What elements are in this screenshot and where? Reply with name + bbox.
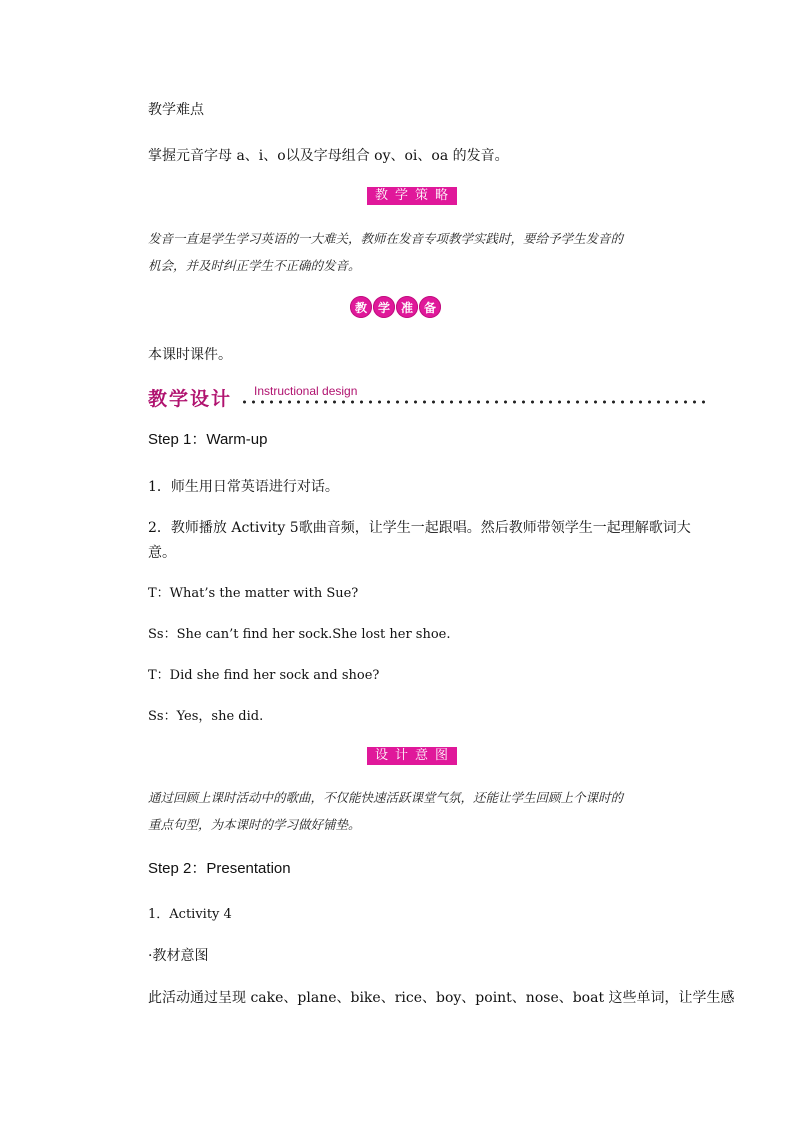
- prep-tag-char: 准: [396, 296, 418, 318]
- dotted-divider: [240, 399, 710, 405]
- prep-tag-char: 教: [350, 296, 372, 318]
- dialog-line: Ss：She can’t find her sock.She lost her shoe.: [148, 627, 451, 642]
- step-1-item-1: 1．师生用日常英语进行对话。: [148, 479, 339, 495]
- design-subtitle: Instructional design: [254, 384, 358, 398]
- intent-line-1: 通过回顾上课时活动中的歌曲，不仅能快速活跃课堂气氛，还能让学生回顾上个课时的: [148, 790, 624, 805]
- step-1-item-2-line-2: 意。: [148, 545, 176, 561]
- step-1-item-2-line-1: 2．教师播放 Activity 5歌曲音频，让学生一起跟唱。然后教师带领学生一起理解歌词大: [148, 520, 691, 536]
- prep-tag: [350, 296, 441, 318]
- material-text: 此活动通过呈现 cake、plane、bike、rice、boy、point、nose、boat 这些单词，让学生感: [148, 990, 735, 1006]
- prep-text: 本课时课件。: [148, 347, 232, 363]
- material-heading: ·教材意图: [148, 948, 209, 964]
- difficulty-text: 掌握元音字母 a、i、o以及字母组合 oy、oi、oa 的发音。: [148, 148, 509, 164]
- design-title: 教学设计: [148, 388, 233, 410]
- dialog-line: T：What’s the matter with Sue?: [148, 586, 359, 601]
- intent-tag: 设计意图: [367, 747, 457, 765]
- dialog-line: T：Did she find her sock and shoe?: [148, 668, 380, 683]
- activity-heading: 1．Activity 4: [148, 907, 232, 922]
- step-2-heading: Step 2：Presentation: [148, 860, 291, 877]
- step-1-heading: Step 1：Warm-up: [148, 431, 268, 448]
- prep-tag-char: 备: [419, 296, 441, 318]
- strategy-line-2: 机会，并及时纠正学生不正确的发音。: [148, 258, 361, 273]
- strategy-tag: 教学策略: [367, 187, 457, 205]
- strategy-line-1: 发音一直是学生学习英语的一大难关，教师在发音专项教学实践时，要给予学生发音的: [148, 231, 624, 246]
- intent-line-2: 重点句型，为本课时的学习做好铺垫。: [148, 817, 361, 832]
- prep-tag-char: 学: [373, 296, 395, 318]
- dialog-line: Ss：Yes，she did.: [148, 709, 264, 724]
- difficulty-heading: 教学难点: [148, 102, 204, 118]
